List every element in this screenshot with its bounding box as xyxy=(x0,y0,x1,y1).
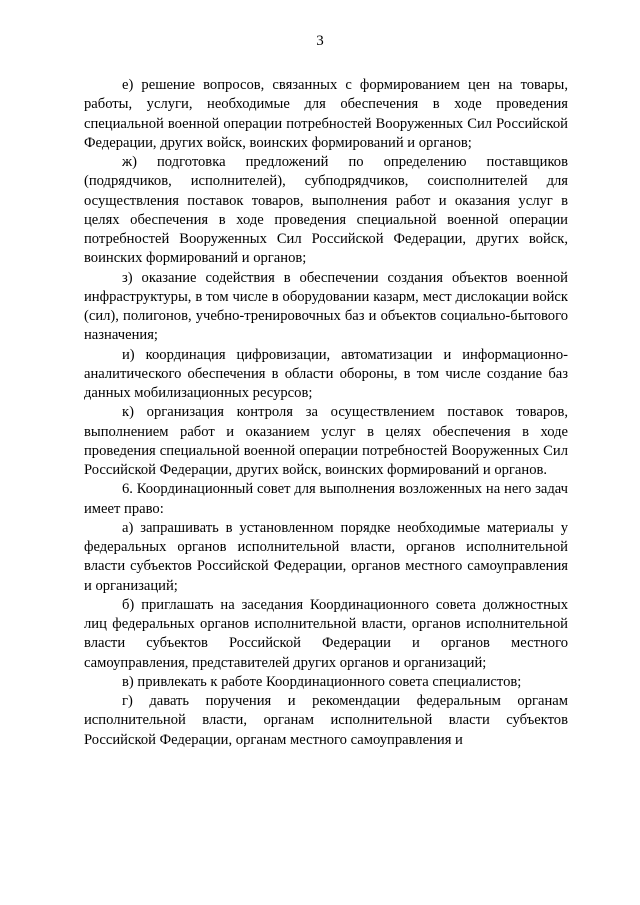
document-body xyxy=(84,76,568,750)
paragraph-k: к) организация контроля за осуществлением поставок товаров, выполнением работ и оказанием услуг в целях обеспечения в ходе проведения специальной военной операции потребностей Вооруженных Сил Российской Федерации, других войск, воинских формирований и органов. xyxy=(84,404,568,478)
paragraph-z: з) оказание содействия в обеспечении создания объектов военной инфраструктуры, в том числе в оборудовании казарм, мест дислокации войск (сил), полигонов, учебно-тренировочных баз и объектов социально-бытового назначения; xyxy=(84,269,568,344)
paragraph-zh: ж) подготовка предложений по определению поставщиков (подрядчиков, исполнителей), субподрядчиков, соисполнителей для осуществления поставок товаров, выполнения работ и оказания услуг в целях обеспечения в ходе проведения специальной военной операции потребностей Вооруженных Сил Российской Федерации, других войск, воинских формирований и органов; xyxy=(84,154,568,267)
page-number: 3 xyxy=(316,33,324,49)
paragraph-6: 6. Координационный совет для выполнения возложенных на него задач имеет право: xyxy=(84,481,568,517)
paragraph-i: и) координация цифровизации, автоматизации и информационно-аналитического обеспечения в области обороны, в том числе создание баз данных мобилизационных ресурсов; xyxy=(84,346,568,401)
paragraph-a: а) запрашивать в установленном порядке необходимые материалы у федеральных органов исполнительной власти, органов исполнительной власти субъектов Российской Федерации, органов местного самоуправления и организаций; xyxy=(84,519,568,594)
paragraph-v: в) привлекать к работе Координационного совета специалистов; xyxy=(122,673,522,690)
paragraph-g: г) давать поручения и рекомендации федеральным органам исполнительной власти, органам исполнительной власти субъектов Российской Федерации, органам местного самоуправления и xyxy=(84,693,568,748)
paragraph-e: е) решение вопросов, связанных с формированием цен на товары, работы, услуги, необходимые для обеспечения в ходе проведения специальной военной операции потребностей Вооруженных Сил Российской Федерации, других войск, воинских формирований и органов; xyxy=(84,77,568,151)
paragraph-b: б) приглашать на заседания Координационного совета должностных лиц федеральных органов исполнительной власти, органов исполнительной власти субъектов Российской Федерации и органов местного самоуправления, представителей других органов и организаций; xyxy=(84,596,568,671)
